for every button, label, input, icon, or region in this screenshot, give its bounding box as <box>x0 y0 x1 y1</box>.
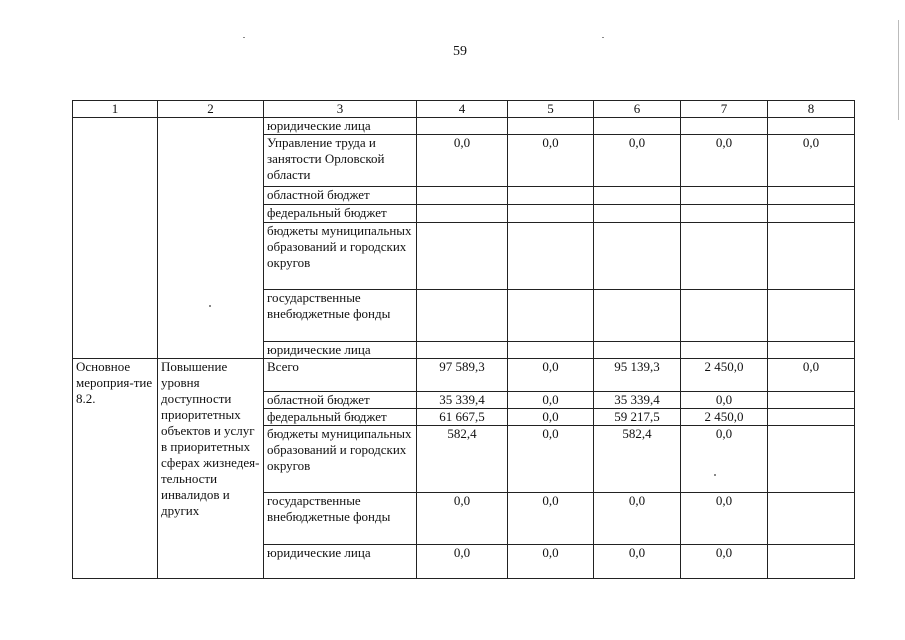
value-cell: 2 450,0 <box>681 409 768 426</box>
value-cell <box>508 342 594 359</box>
column-header: 4 <box>417 101 508 118</box>
value-cell: 2 450,0 <box>681 359 768 392</box>
value-cell <box>681 223 768 290</box>
value-cell: 35 339,4 <box>417 392 508 409</box>
scan-speck <box>243 37 245 38</box>
value-cell <box>508 290 594 342</box>
column-header: 1 <box>73 101 158 118</box>
value-cell: 0,0 <box>417 135 508 187</box>
table-row <box>73 118 855 135</box>
value-cell <box>417 342 508 359</box>
source-label: областной бюджет <box>264 392 417 409</box>
budget-table <box>72 100 855 579</box>
value-cell: 0,0 <box>594 135 681 187</box>
value-cell: 97 589,3 <box>417 359 508 392</box>
value-cell: 582,4 <box>417 426 508 493</box>
source-label: Управление труда и занятости Орловской области <box>264 135 417 187</box>
value-cell: 0,0 <box>594 493 681 545</box>
value-cell: 59 217,5 <box>594 409 681 426</box>
value-cell <box>594 342 681 359</box>
value-cell: 0,0 <box>681 545 768 579</box>
measure-name: Повышение уровня доступности приоритетных объектов и услуг в приоритетных сферах жизнедея-тельности инвалидов и других <box>158 359 264 579</box>
source-label: бюджеты муниципальных образований и городских округов <box>264 223 417 290</box>
value-cell: 0,0 <box>508 359 594 392</box>
value-cell <box>594 118 681 135</box>
value-cell <box>417 290 508 342</box>
value-cell: 0,0 <box>508 493 594 545</box>
value-cell <box>768 223 855 290</box>
value-cell <box>768 493 855 545</box>
column-header: 6 <box>594 101 681 118</box>
value-cell <box>417 223 508 290</box>
value-cell <box>594 187 681 205</box>
value-cell <box>768 342 855 359</box>
source-label: юридические лица <box>264 342 417 359</box>
value-cell <box>594 223 681 290</box>
value-cell <box>768 187 855 205</box>
value-cell: 95 139,3 <box>594 359 681 392</box>
value-cell: 0,0 <box>417 545 508 579</box>
value-cell: 0,0 <box>681 392 768 409</box>
value-cell: 61 667,5 <box>417 409 508 426</box>
source-label: федеральный бюджет <box>264 205 417 223</box>
value-cell <box>508 187 594 205</box>
value-cell <box>594 205 681 223</box>
value-cell: 0,0 <box>508 545 594 579</box>
value-cell: 0,0 <box>768 135 855 187</box>
source-label: Всего <box>264 359 417 392</box>
value-cell <box>768 409 855 426</box>
measure-name-cell <box>158 118 264 359</box>
value-cell: 0,0 <box>508 135 594 187</box>
source-label: федеральный бюджет <box>264 409 417 426</box>
value-cell <box>768 118 855 135</box>
value-cell: 35 339,4 <box>594 392 681 409</box>
value-cell <box>417 118 508 135</box>
column-number-row <box>73 101 855 118</box>
measure-code-cell <box>73 118 158 359</box>
value-cell: 0,0 <box>508 409 594 426</box>
column-header: 7 <box>681 101 768 118</box>
value-cell <box>768 545 855 579</box>
value-cell <box>594 290 681 342</box>
value-cell: 0,0 <box>594 545 681 579</box>
value-cell <box>768 392 855 409</box>
source-label: государственные внебюджетные фонды <box>264 493 417 545</box>
value-cell: 582,4 <box>594 426 681 493</box>
page-number: 59 <box>453 44 467 59</box>
source-label: юридические лица <box>264 118 417 135</box>
column-header: 3 <box>264 101 417 118</box>
value-cell: 0,0 <box>681 135 768 187</box>
value-cell <box>681 118 768 135</box>
value-cell <box>768 426 855 493</box>
value-cell <box>417 205 508 223</box>
source-label: областной бюджет <box>264 187 417 205</box>
value-cell <box>681 342 768 359</box>
value-cell: 0,0 <box>681 426 768 493</box>
measure-code: Основное мероприя-тие 8.2. <box>73 359 158 579</box>
source-label: бюджеты муниципальных образований и городских округов <box>264 426 417 493</box>
value-cell <box>768 290 855 342</box>
value-cell <box>508 205 594 223</box>
value-cell: 0,0 <box>417 493 508 545</box>
value-cell <box>681 290 768 342</box>
value-cell <box>417 187 508 205</box>
column-header: 8 <box>768 101 855 118</box>
table-row <box>73 359 855 392</box>
value-cell: 0,0 <box>508 392 594 409</box>
value-cell: 0,0 <box>768 359 855 392</box>
value-cell <box>768 205 855 223</box>
scan-speck <box>898 20 899 120</box>
column-header: 2 <box>158 101 264 118</box>
scan-speck <box>602 37 604 38</box>
column-header: 5 <box>508 101 594 118</box>
source-label: юридические лица <box>264 545 417 579</box>
source-label: государственные внебюджетные фонды <box>264 290 417 342</box>
value-cell: 0,0 <box>508 426 594 493</box>
value-cell <box>681 187 768 205</box>
value-cell <box>681 205 768 223</box>
value-cell <box>508 118 594 135</box>
value-cell <box>508 223 594 290</box>
value-cell: 0,0 <box>681 493 768 545</box>
